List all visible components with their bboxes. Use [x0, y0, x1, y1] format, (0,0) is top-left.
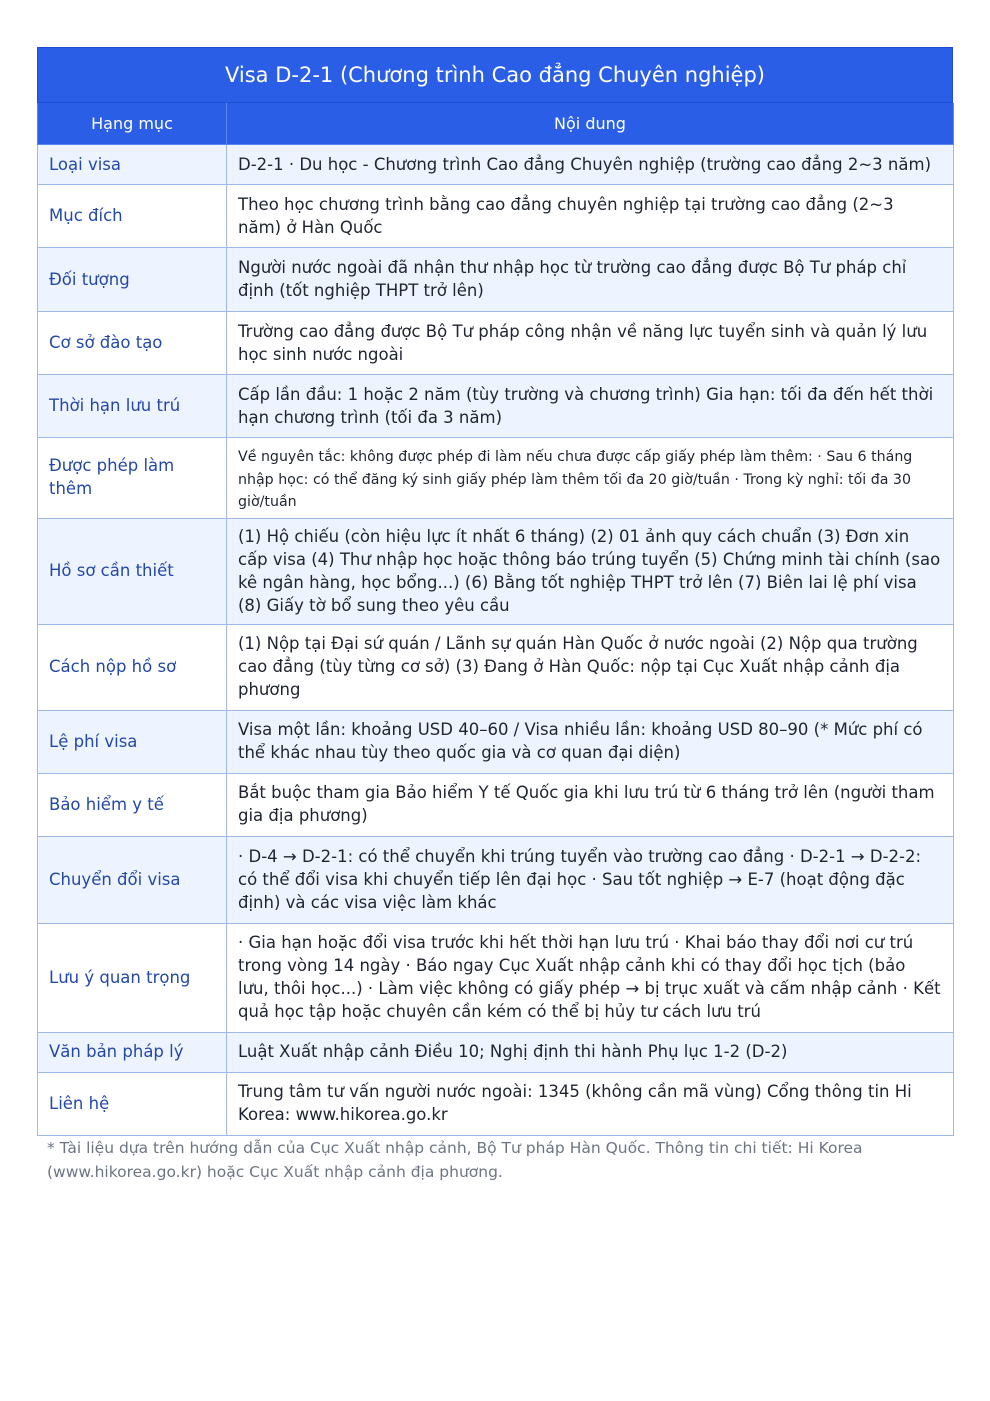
row-key: Cách nộp hồ sơ [38, 624, 227, 710]
column-header-category: Hạng mục [38, 103, 227, 145]
row-key: Văn bản pháp lý [38, 1032, 227, 1072]
table-row [38, 1072, 954, 1135]
row-value: · Gia hạn hoặc đổi visa trước khi hết thời hạn lưu trú · Khai báo thay đổi nơi cư trú trong vòng 14 ngày · Báo ngay Cục Xuất nhập cảnh khi có thay đổi học tịch (bảo lưu, thôi học...) · Làm việc không có giấy phép → bị trục xuất và cấm nhập cảnh · Kết quả học tập hoặc chuyên cần kém có thể bị hủy tư cách lưu trú [227, 923, 954, 1032]
row-key: Bảo hiểm y tế [38, 773, 227, 836]
table-row [38, 375, 954, 438]
row-key: Chuyển đổi visa [38, 836, 227, 923]
row-value: D-2-1 · Du học - Chương trình Cao đẳng Chuyên nghiệp (trường cao đẳng 2~3 năm) [227, 145, 954, 185]
row-value: · D-4 → D-2-1: có thể chuyển khi trúng tuyển vào trường cao đẳng · D-2-1 → D-2-2: có thể đổi visa khi chuyển tiếp lên đại học · Sau tốt nghiệp → E-7 (hoạt động đặc định) và các visa việc làm khác [227, 836, 954, 923]
row-value: Về nguyên tắc: không được phép đi làm nếu chưa được cấp giấy phép làm thêm: · Sau 6 tháng nhập học: có thể đăng ký sinh giấy phép làm thêm tối đa 20 giờ/tuần · Trong kỳ nghỉ: tối đa 30 giờ/tuần [227, 438, 954, 519]
table-row [38, 518, 954, 624]
footnote: * Tài liệu dựa trên hướng dẫn của Cục Xuất nhập cảnh, Bộ Tư pháp Hàn Quốc. Thông tin chi tiết: Hi Korea (www.hikorea.go.kr) hoặc Cục Xuất nhập cảnh địa phương. [47, 1139, 863, 1181]
table-row [38, 624, 954, 710]
column-header-content: Nội dung [227, 103, 954, 145]
row-key: Hồ sơ cần thiết [38, 518, 227, 624]
visa-info-sheet [37, 47, 953, 1136]
table-row [38, 1032, 954, 1072]
table-row [38, 836, 954, 923]
row-key: Được phép làm thêm [38, 438, 227, 519]
visa-info-table [37, 103, 954, 1136]
row-key: Liên hệ [38, 1072, 227, 1135]
table-title: Visa D-2-1 (Chương trình Cao đẳng Chuyên nghiệp) [37, 47, 953, 103]
row-value: Theo học chương trình bằng cao đẳng chuyên nghiệp tại trường cao đẳng (2~3 năm) ở Hàn Quốc [227, 185, 954, 248]
table-row [38, 438, 954, 519]
table-row [38, 145, 954, 185]
row-key: Thời hạn lưu trú [38, 375, 227, 438]
row-key: Mục đích [38, 185, 227, 248]
row-value: Visa một lần: khoảng USD 40–60 / Visa nhiều lần: khoảng USD 80–90 (* Mức phí có thể khác nhau tùy theo quốc gia và cơ quan đại diện) [227, 710, 954, 773]
row-key: Loại visa [38, 145, 227, 185]
row-value: Bắt buộc tham gia Bảo hiểm Y tế Quốc gia khi lưu trú từ 6 tháng trở lên (người tham gia địa phương) [227, 773, 954, 836]
row-value: Trung tâm tư vấn người nước ngoài: 1345 (không cần mã vùng) Cổng thông tin Hi Korea: www.hikorea.go.kr [227, 1072, 954, 1135]
row-key: Cơ sở đào tạo [38, 312, 227, 375]
table-row [38, 312, 954, 375]
row-value: (1) Hộ chiếu (còn hiệu lực ít nhất 6 tháng) (2) 01 ảnh quy cách chuẩn (3) Đơn xin cấp visa (4) Thư nhập học hoặc thông báo trúng tuyển (5) Chứng minh tài chính (sao kê ngân hàng, học bổng...) (6) Bằng tốt nghiệp THPT trở lên (7) Biên lai lệ phí visa (8) Giấy tờ bổ sung theo yêu cầu [227, 518, 954, 624]
row-value: (1) Nộp tại Đại sứ quán / Lãnh sự quán Hàn Quốc ở nước ngoài (2) Nộp qua trường cao đẳng (tùy từng cơ sở) (3) Đang ở Hàn Quốc: nộp tại Cục Xuất nhập cảnh địa phương [227, 624, 954, 710]
row-key: Lưu ý quan trọng [38, 923, 227, 1032]
row-value: Cấp lần đầu: 1 hoặc 2 năm (tùy trường và chương trình) Gia hạn: tối đa đến hết thời hạn chương trình (tối đa 3 năm) [227, 375, 954, 438]
row-key: Lệ phí visa [38, 710, 227, 773]
table-row [38, 773, 954, 836]
row-value: Trường cao đẳng được Bộ Tư pháp công nhận về năng lực tuyển sinh và quản lý lưu học sinh nước ngoài [227, 312, 954, 375]
row-value: Người nước ngoài đã nhận thư nhập học từ trường cao đẳng được Bộ Tư pháp chỉ định (tốt nghiệp THPT trở lên) [227, 248, 954, 312]
row-value: Luật Xuất nhập cảnh Điều 10; Nghị định thi hành Phụ lục 1-2 (D-2) [227, 1032, 954, 1072]
row-key: Đối tượng [38, 248, 227, 312]
table-row [38, 248, 954, 312]
table-row [38, 923, 954, 1032]
table-header-row [38, 103, 954, 145]
table-row [38, 185, 954, 248]
table-row [38, 710, 954, 773]
